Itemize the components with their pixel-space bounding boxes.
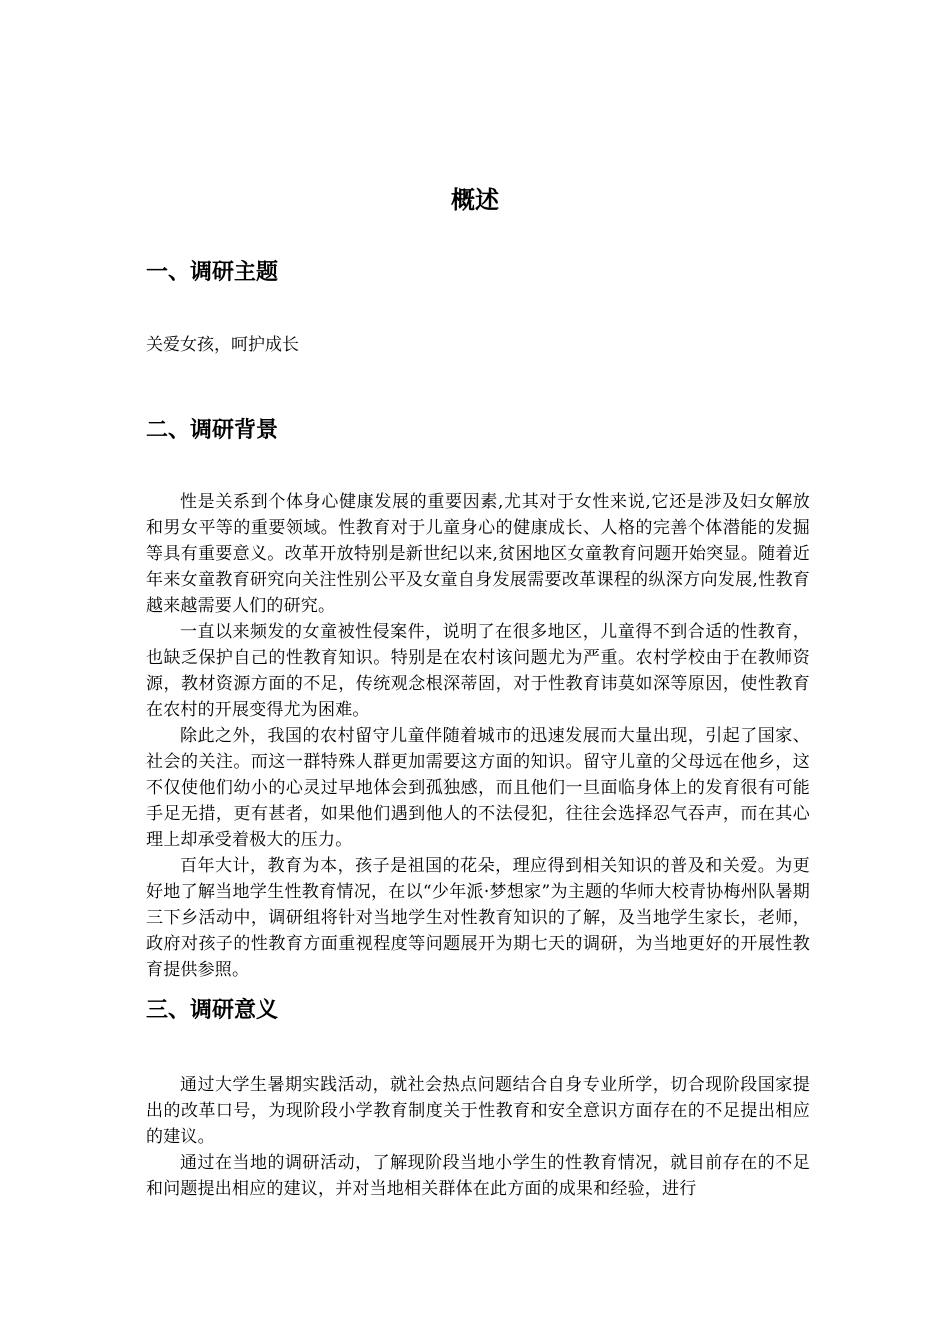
section-heading-topic: 一、调研主题 [146,260,279,285]
background-paragraph-3: 除此之外，我国的农村留守儿童伴随着城市的迅速发展而大量出现，引起了国家、社会的关注。而这一群特殊人群更加需要这方面的知识。留守儿童的父母远在他乡，这不仅使他们幼小的心灵过早地体会到孤独感，而且他们一旦面临身体上的发育很有可能手足无措，更有甚者，如果他们遇到他人的不法侵犯，往往会选择忍气吞声，而在其心理上却承受着极大的压力。 [146,726,810,850]
significance-body [146,1072,810,1202]
section-heading-significance: 三、调研意义 [146,998,279,1023]
background-paragraph-2: 一直以来频发的女童被性侵案件，说明了在很多地区，儿童得不到合适的性教育，也缺乏保护自己的性教育知识。特别是在农村该问题尤为严重。农村学校由于在教师资源，教材资源方面的不足，传统观念根深蒂固，对于性教育讳莫如深等原因，使性教育在农村的开展变得尤为困难。 [146,622,810,720]
background-paragraph-4: 百年大计，教育为本，孩子是祖国的花朵，理应得到相关知识的普及和关爱。为更好地了解当地学生性教育情况，在以“少年派·梦想家”为主题的华师大校青协梅州队暑期三下乡活动中，调研组将针对当地学生对性教育知识的了解，及当地学生家长，老师，政府对孩子的性教育方面重视程度等问题展开为期七天的调研，为当地更好的开展性教育提供参照。 [146,856,810,980]
background-paragraph-1: 性是关系到个体身心健康发展的重要因素,尤其对于女性来说,它还是涉及妇女解放和男女平等的重要领域。性教育对于儿童身心的健康成长、人格的完善个体潜能的发掘等具有重要意义。改革开放特别是新世纪以来,贫困地区女童教育问题开始突显。随着近年来女童教育研究向关注性别公平及女童自身发展需要改革课程的纵深方向发展,性教育越来越需要人们的研究。 [146,492,810,616]
page-title: 概述 [451,186,499,214]
significance-paragraph-1: 通过大学生暑期实践活动，就社会热点问题结合自身专业所学，切合现阶段国家提出的改革口号，为现阶段小学教育制度关于性教育和安全意识方面存在的不足提出相应的建议。 [146,1075,810,1147]
background-body [146,489,810,983]
section-heading-background: 二、调研背景 [146,418,279,443]
significance-paragraph-2: 通过在当地的调研活动，了解现阶段当地小学生的性教育情况，就目前存在的不足和问题提出相应的建议，并对当地相关群体在此方面的成果和经验，进行 [146,1153,810,1199]
topic-text: 关爱女孩，呵护成长 [146,335,299,355]
